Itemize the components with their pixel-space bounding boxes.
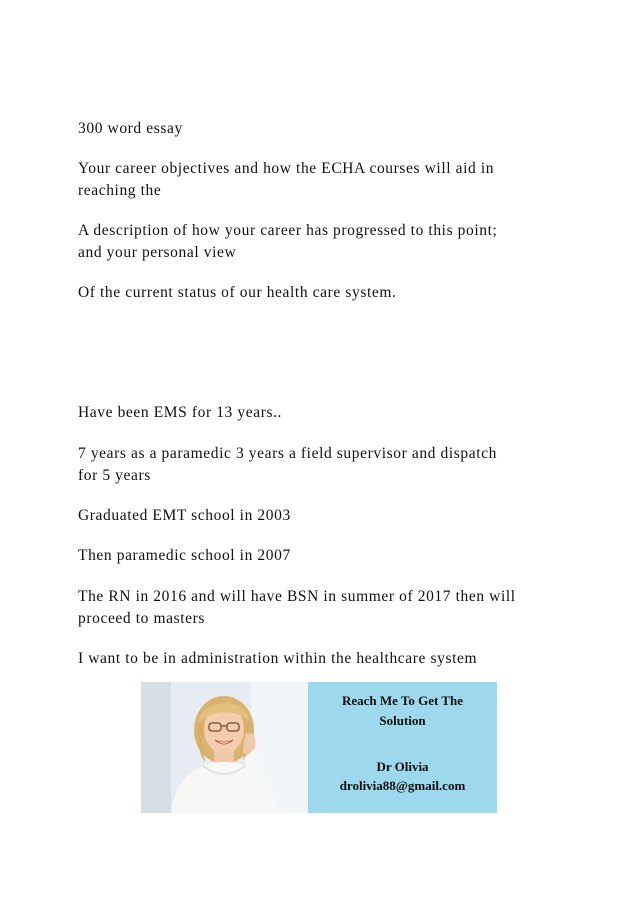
contact-name: Dr Olivia [376,759,429,774]
essay-heading: 300 word essay [78,120,183,137]
emt-school-paragraph: Graduated EMT school in 2003 [78,507,291,524]
contact-info-box[interactable] [308,682,497,813]
roles-paragraph: 7 years as a paramedic 3 years a field supervisor and dispatch for 5 years [78,445,497,484]
career-progress-paragraph: A description of how your career has progressed to this point; and your personal view [78,222,498,261]
rn-bsn-paragraph: The RN in 2016 and will have BSN in summer of 2017 then will proceed to masters [78,588,516,627]
woman-illustration [141,682,308,813]
woman-photo [141,682,308,813]
ad-headline-line1: Reach Me To Get The [341,693,464,708]
contact-ad-banner[interactable] [141,682,497,813]
ems-years-paragraph: Have been EMS for 13 years.. [78,404,283,421]
goal-paragraph: I want to be in administration within the healthcare system [78,650,478,667]
career-objectives-paragraph: Your career objectives and how the ECHA courses will aid in reaching the [78,160,495,199]
health-care-status-paragraph: Of the current status of our health care system. [78,284,397,301]
paramedic-school-paragraph: Then paramedic school in 2007 [78,547,291,564]
contact-email-link[interactable]: drolivia88@gmail.com [339,778,466,793]
ad-headline-line2: Solution [379,713,426,728]
